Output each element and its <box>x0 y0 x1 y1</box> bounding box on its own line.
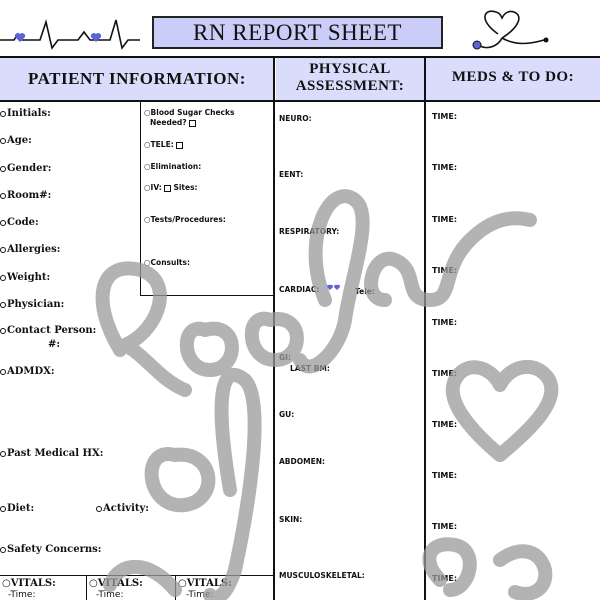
admdx-label: ADMDX: <box>7 366 55 377</box>
code-label: Code: <box>7 217 39 228</box>
bullet-icon <box>0 302 6 308</box>
room-label: Room#: <box>7 190 52 201</box>
bullet-icon <box>0 220 6 226</box>
blood-sugar-field: ○Blood Sugar Checks <box>144 108 235 117</box>
tele-field: ○TELE: <box>144 140 183 149</box>
heart-icon <box>326 282 342 292</box>
vitals-3: ○VITALS: <box>178 578 232 589</box>
physical-assessment-header <box>276 58 424 100</box>
side-box-left-rule <box>140 102 141 296</box>
iv-label: IV: <box>150 183 162 192</box>
stethoscope-heart-icon <box>468 6 553 54</box>
bullet-icon <box>0 138 6 144</box>
time-label: TIME: <box>432 574 458 583</box>
gi-label: GI: <box>279 353 291 362</box>
initials-label: Initials: <box>7 108 51 119</box>
admdx-field <box>0 366 55 377</box>
meds-todo-header: MEDS & TO DO: <box>426 58 600 100</box>
gu-label: GU: <box>279 410 295 419</box>
vitals-label: VITALS: <box>186 578 232 589</box>
time-label: TIME: <box>432 522 458 531</box>
column-divider-2 <box>424 56 426 600</box>
safety-concerns-field <box>0 544 102 555</box>
tests-label: Tests/Procedures: <box>150 215 226 224</box>
room-field <box>0 190 51 201</box>
cardiac-label: CARDIAC: <box>279 285 320 294</box>
neuro-label: NEURO: <box>279 114 312 123</box>
contact-person-label: Contact Person: <box>7 325 97 336</box>
vitals-time: -Time: <box>8 590 36 600</box>
initials-field <box>0 108 51 119</box>
bullet-icon <box>0 111 6 117</box>
consults-field: ○Consults: <box>144 258 190 267</box>
bullet-icon <box>0 369 6 375</box>
contact-person-field <box>0 325 96 336</box>
physician-field <box>0 299 64 310</box>
iv-checkbox[interactable] <box>164 185 171 192</box>
column-divider-1 <box>273 56 275 600</box>
vitals-time: -Time: <box>186 590 214 600</box>
time-label: TIME: <box>432 318 458 327</box>
allergies-label: Allergies: <box>7 244 61 255</box>
weight-label: Weight: <box>7 272 51 283</box>
respiratory-label: RESPIRATORY: <box>279 227 340 236</box>
vitals-1: ○VITALS: <box>2 578 56 589</box>
bullet-icon <box>0 328 6 334</box>
bullet-icon <box>0 547 6 553</box>
bullet-icon <box>0 166 6 172</box>
header-top-rule <box>0 56 600 58</box>
tests-field: ○Tests/Procedures: <box>144 215 226 224</box>
physical-assessment-header-line1: PHYSICAL <box>309 61 391 77</box>
past-medical-hx-label: Past Medical HX: <box>7 448 104 459</box>
blood-sugar-label-line2: Needed? <box>150 118 187 127</box>
abdomen-label: ABDOMEN: <box>279 457 325 466</box>
gender-label: Gender: <box>7 163 52 174</box>
vitals-label: VITALS: <box>10 578 56 589</box>
gender-field <box>0 163 52 174</box>
code-field <box>0 217 39 228</box>
bullet-icon <box>96 506 102 512</box>
tele-label: TELE: <box>150 140 174 149</box>
vitals-label: VITALS: <box>97 578 143 589</box>
time-label: TIME: <box>432 215 458 224</box>
diet-field <box>0 503 34 514</box>
vitals-time: -Time: <box>96 590 124 600</box>
time-label: TIME: <box>432 369 458 378</box>
weight-field <box>0 272 50 283</box>
time-label: TIME: <box>432 420 458 429</box>
contact-number-label: #: <box>48 339 61 350</box>
iv-sites-label: Sites: <box>173 183 198 192</box>
elimination-label: Elimination: <box>150 162 202 171</box>
blood-sugar-label-line1: Blood Sugar Checks <box>150 108 235 117</box>
activity-label: Activity: <box>103 503 149 514</box>
time-label: TIME: <box>432 112 458 121</box>
diet-label: Diet: <box>7 503 35 514</box>
vitals-divider-1 <box>86 575 87 600</box>
tele-checkbox[interactable] <box>176 142 183 149</box>
vitals-2: ○VITALS: <box>89 578 143 589</box>
consults-label: Consults: <box>150 258 190 267</box>
musculoskeletal-label: MUSCULOSKELETAL: <box>279 571 365 580</box>
bullet-icon <box>0 506 6 512</box>
age-field <box>0 135 32 146</box>
iv-field: ○IV: Sites: <box>144 183 198 192</box>
patient-information-header: PATIENT INFORMATION: <box>0 58 274 100</box>
bullet-icon <box>0 451 6 457</box>
sheet-title: RN REPORT SHEET <box>152 16 443 49</box>
time-label: TIME: <box>432 266 458 275</box>
header-bottom-rule <box>0 100 600 102</box>
vitals-top-rule <box>0 575 274 576</box>
side-box-bottom-rule <box>140 295 274 296</box>
bullet-icon <box>0 247 6 253</box>
activity-field <box>96 503 149 514</box>
bullet-icon <box>0 193 6 199</box>
safety-concerns-label: Safety Concerns: <box>7 544 102 555</box>
vitals-divider-2 <box>175 575 176 600</box>
blood-sugar-checkbox[interactable] <box>189 120 196 127</box>
past-medical-hx-field <box>0 448 103 459</box>
allergies-field <box>0 244 60 255</box>
ekg-heart-line-icon <box>0 14 140 54</box>
physician-label: Physician: <box>7 299 65 310</box>
bullet-icon <box>0 275 6 281</box>
physical-assessment-header-line2: ASSESSMENT: <box>295 78 405 94</box>
skin-label: SKIN: <box>279 515 303 524</box>
time-label: TIME: <box>432 471 458 480</box>
time-label: TIME: <box>432 163 458 172</box>
age-label: Age: <box>7 135 32 146</box>
elimination-field: ○Elimination: <box>144 162 202 171</box>
cardiac-tele-label: Tele: <box>355 287 375 296</box>
blood-sugar-needed <box>150 118 196 127</box>
eent-label: EENT: <box>279 170 304 179</box>
last-bm-label: LAST BM: <box>290 364 330 373</box>
